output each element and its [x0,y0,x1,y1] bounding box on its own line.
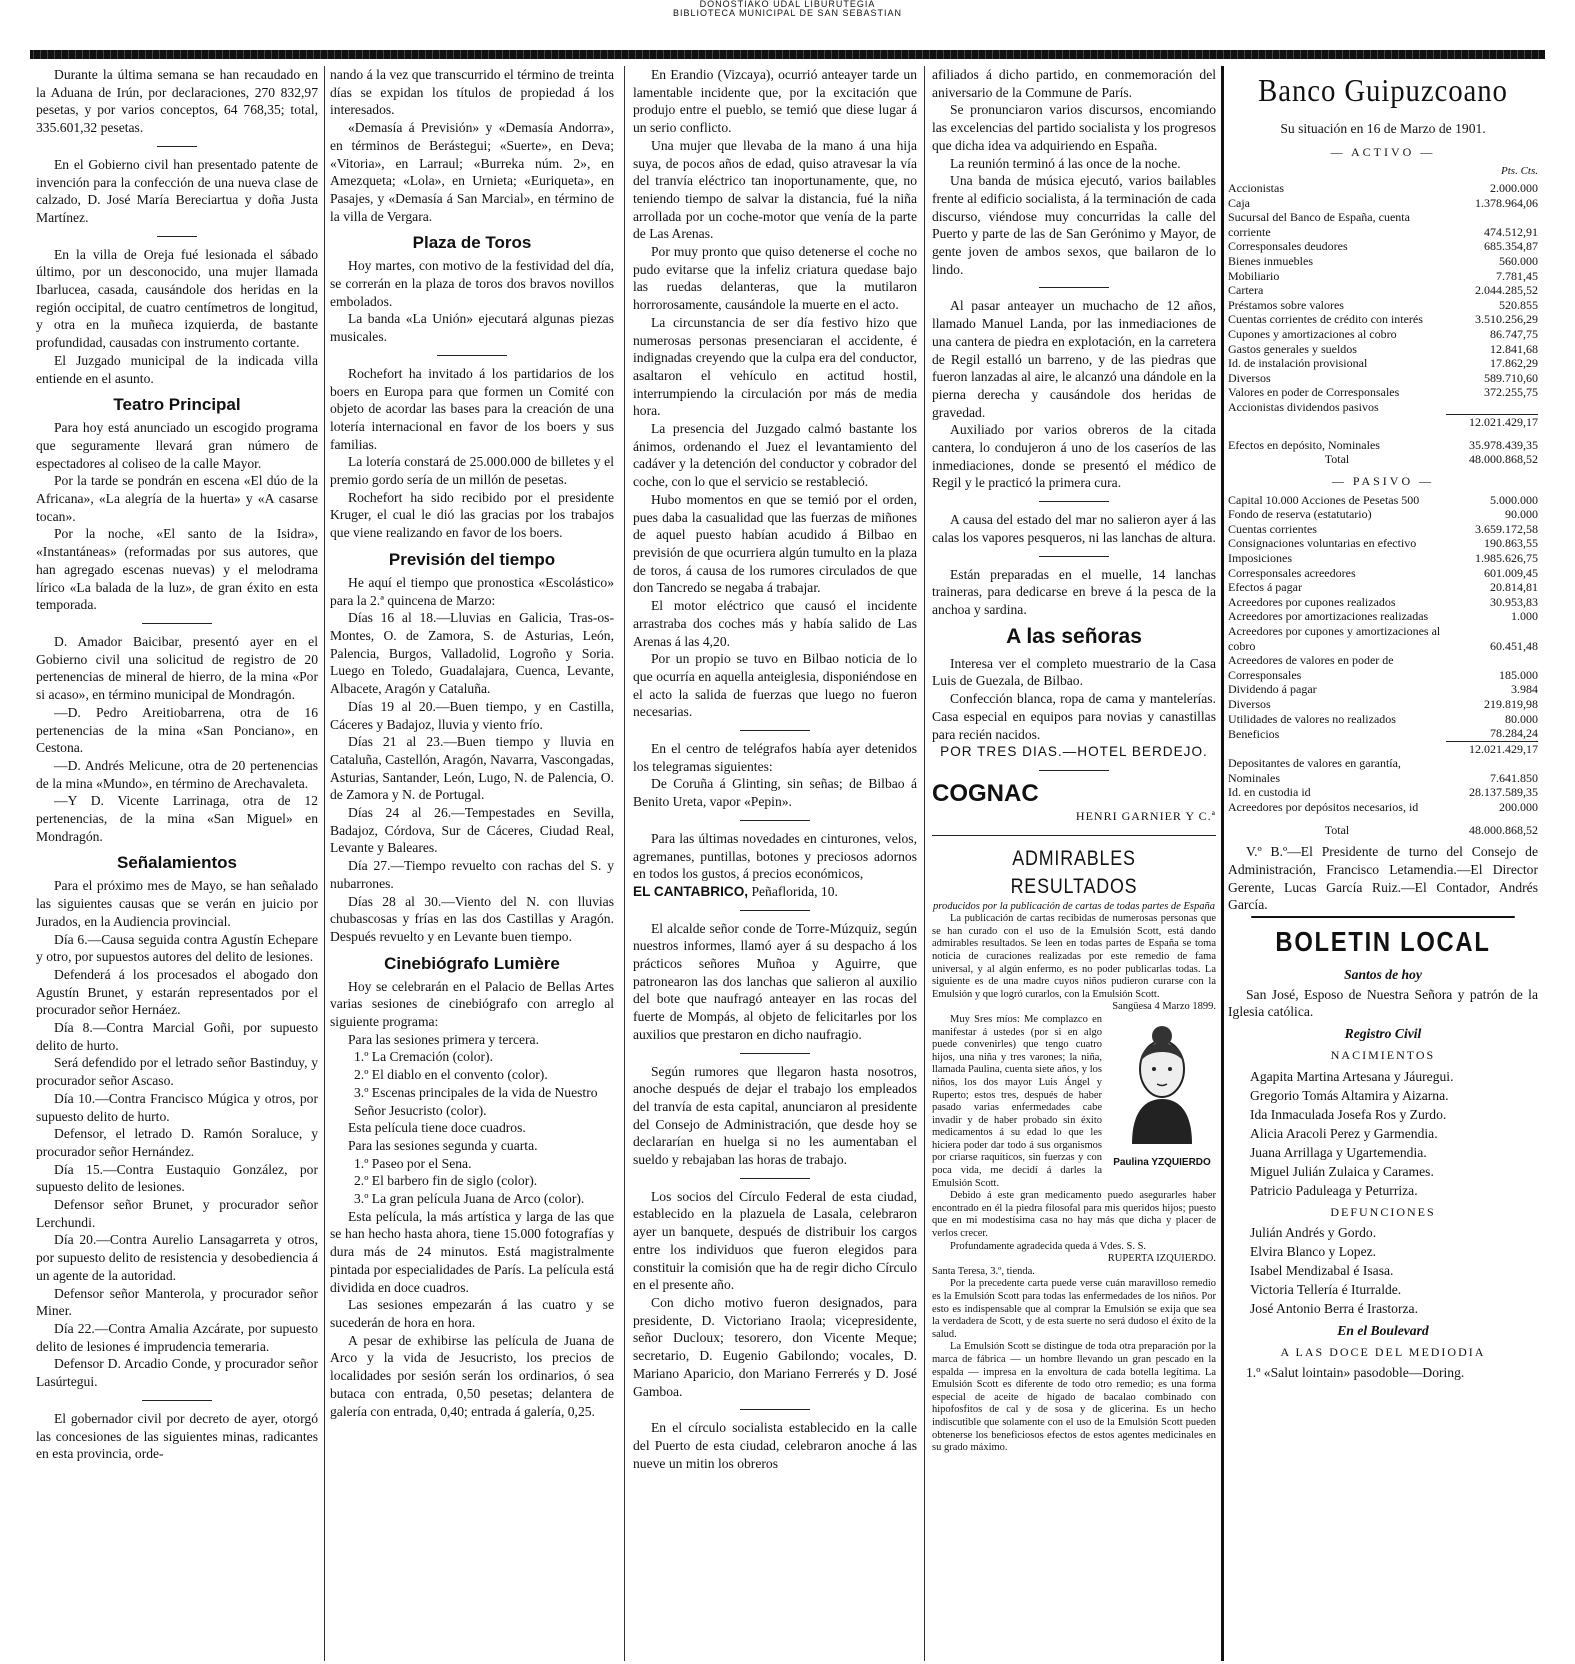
rochefort-p3: Rochefort ha sido recibido por el presidente Kruger, el cual le dió las gracias por los trabajos que viene realizando en favor de los boers. [330,489,614,541]
pasivo-total-value: 48.000.868,52 [1469,822,1538,837]
activo-label: Gastos generales y sueldos [1228,341,1357,356]
masthead-line2: BIBLIOTECA MUNICIPAL DE SAN SEBASTIAN [672,8,903,18]
activo-label: Accionistas [1228,181,1284,196]
pasivo-row [1228,624,1538,653]
article-oreja: En la villa de Oreja fué lesionada el sábado último, por un desconocido, una mujer llamada Ibarlucea, casada, causándole dos heridas en la región occipital, de cuatro centímetros de longitud, y otra en la muñeca izquierda, de bastante profundidad, causadas con instrumento cortante. [36,246,318,351]
boletin-title: BOLETIN LOCAL [1251,916,1515,962]
senal-p4: Día 8.—Contra Marcial Goñi, por supuesto delito de hurto. [36,1020,318,1053]
program-list-1 [330,1048,614,1119]
senoras-p1: Interesa ver el completo muestrario de la Casa Luis de Guezala, de Bilbao. [932,655,1216,689]
toros-p2: La banda «La Unión» ejecutará algunas piezas musicales. [330,311,614,345]
separator [437,355,507,356]
activo-row [1228,327,1538,342]
activo-label: Valores en poder de Corresponsales [1228,385,1400,400]
mediodia-heading: A LAS DOCE DEL MEDIODIA [1280,1344,1486,1359]
senal-p3: Defenderá á los procesados el abogado don Agustín Brunet, y estarán representados por el procurador señor Hernáez. [36,966,318,1018]
emulsion-ad-title: ADMIRABLES RESULTADOS [1010,846,1138,898]
emulsion-ad-address: Santa Teresa, 3.º, tienda. [932,1265,1035,1277]
alcalde-p1: El alcalde señor conde de Torre-Múzquiz, según nuestros informes, llamó ayer á su despacho á los prácticos señores Muñoa y Aguirre, que patronearon las dos lanchas que salieron al auxilio del bote que naufragó anteayer en las rocas del fuerte de Mompás, al objeto de felicitarles por los auxilios que prestaron en dicho naufragio. [633,920,917,1042]
telegrafos-p2: De Coruña á Glinting, sin señas; de Bilbao á Benito Ureta, vapor «Pepin». [633,776,917,810]
pasivo-row [1228,522,1538,537]
erandio-p7: El motor eléctrico que causó el incidente arrastraba dos coches más y había salido de Las Arenas á las 4,20. [633,598,917,649]
activo-row [1228,371,1538,386]
nacimiento-item: Patricio Paduleaga y Peturriza. [1250,1182,1418,1198]
emulsion-ad-p3: Debido á este gran medicamento puedo asegurarles haber encontrado en él la piedra filosofal para mis queridos hijos; puesto que en mi modestísima casa no hay más que dicha y placer de verlos crecer. [932,1190,1216,1240]
defunciones-list [1228,1223,1538,1318]
tranvia-p1: Según rumores que llegaron hasta nosotros, anoche después de dejar el trabajo los empleados del tranvía de esta capital, anunciaron al presidente del Consejo de Administración, que desde hoy se declararían en huelga si no les aumentaban el sueldo y rebajaban las horas de trabajo. [633,1063,917,1168]
activo-heading: — ACTIVO — [1330,144,1436,159]
pasivo-row [1228,712,1538,727]
activo-label: Corresponsales deudores [1228,239,1348,254]
pasivo-value: 219.819,98 [1484,696,1538,711]
teatro-p3: Por la noche, «El santo de la Isidra», «Instantáneas» (reformadas por sus autores, que han agregado escenas nuevas) y el melodrama lírico «La balada de la luz», de gran éxito en esta temporada. [36,526,318,613]
minas-p3: —D. Andrés Melicune, otra de 20 pertenencias de la mina «Mundo», en término de Arechavaleta. [36,757,318,791]
senoras-p2: Confección blanca, ropa de cama y mantelerías. Casa especial en equipos para novias y canastillas para recién nacidos. [932,691,1216,742]
activo-table [1228,181,1538,467]
barreno-p2: Auxiliado por varios obreros de la citada cantera, lo condujeron á uno de los caseríos de las inmediaciones, donde se presentó el médico de Regil y le practicó la primera cura. [932,422,1216,491]
minas-p2: —D. Pedro Areitiobarrena, otra de 16 pertenencias de la mina «San Ponciano», en Cestona. [36,704,318,756]
pasivo-extra-value: 7.641.850 [1490,770,1538,785]
pasivo-extra-value: 28.137.589,35 [1469,785,1538,800]
pasivo-row [1228,580,1538,595]
column-rule [324,66,325,1661]
program-item: 2.º El barbero fin de siglo (color). [354,1173,538,1189]
activo-row [1228,239,1538,254]
nacimiento-item: Gregorio Tomás Altamira y Aizarna. [1250,1087,1449,1103]
tiempo-p3: Días 19 al 20.—Buen tiempo, y en Castilla, Cáceres y Badajoz, lluvia y viento frío. [330,698,614,732]
erandio-p8: Por un propio se tuvo en Bilbao noticia de lo que ocurría en aquella anteiglesia, disponiéndose en el acto la salida de fuerzas que luego no fueron necesarias. [633,651,917,720]
activo-value: 372.255,75 [1484,385,1538,400]
activo-row [1228,400,1538,415]
barreno-p1: Al pasar anteayer un muchacho de 12 años, llamado Manuel Landa, por las inmediaciones de una cantera de piedra en explotación, en la carretera de Regil estalló un barreno, y de las piedras que fueron lanzadas al aire, le alcanzó una dándole en la pierna derecha y causándole dos heridas de gravedad. [932,298,1216,420]
program-item: 2.º El diablo en el convento (color). [354,1067,548,1083]
separator [740,730,810,731]
senal-p8: Día 15.—Contra Eustaquio González, por supuesto delito de lesiones. [36,1161,318,1195]
pasivo-row [1228,507,1538,522]
portrait-caption: Paulina YZQUIERDO [1113,1156,1211,1168]
activo-row [1228,342,1538,357]
activo-value: 2.044.285,52 [1475,283,1538,298]
emulsion-ad-letter [932,1014,1216,1190]
separator [142,1400,212,1401]
activo-label: Cuentas corrientes de crédito con interés [1228,312,1423,327]
activo-label: Cupones y amortizaciones al cobro [1228,327,1397,342]
pasivo-row [1228,536,1538,551]
telegrafos-p1: En el centro de telégrafos había ayer detenidos los telegramas siguientes: [633,741,917,774]
pasivo-label: Beneficios [1228,726,1280,741]
defuncion-item: Victoria Tellería é Iturralde. [1250,1282,1402,1298]
tiempo-p4: Días 21 al 23.—Buen tiempo y lluvia en Cataluña, Castellón, Aragón, Navarra, Vascongadas, Asturias, Santander, León, Lugo, N. de Palencia, O. de Zamora y N. de Portugal. [330,734,614,803]
pasivo-value: 190.863,55 [1484,536,1538,551]
erandio-p4: La circunstancia de ser día festivo hizo que numerosas personas presenciaran el accidente, é indignadas creyendo que la culpa era del conductor, asaltaron el vehículo en actitud hostil, interrumpiendo la circulación por más de media hora. [633,314,917,419]
activo-row [1228,283,1538,298]
activo-value: 589.710,60 [1484,370,1538,385]
activo-label: Id. de instalación provisional [1228,356,1368,371]
defuncion-item: Julián Andrés y Gordo. [1250,1225,1377,1241]
erandio-p5: La presencia del Juzgado calmó bastante los ánimos, ordenando el Juez el levantamiento del cadáver y la detención del conductor y cobrador del coche, con lo que el servicio se restableció. [633,421,917,490]
pasivo-row [1228,653,1538,682]
senal-p9: Defensor señor Brunet, y procurador señor Lerchundi. [36,1197,318,1230]
pasivo-extra-label: Id. en custodia id [1228,785,1311,800]
activo-subtotal: 12.021.429,17 [1446,415,1538,430]
activo-value: 7.781,45 [1496,268,1538,283]
pasivo-value: 80.000 [1505,711,1538,726]
activo-label: Diversos [1228,370,1271,385]
pasivo-total-label: Total [1324,822,1350,837]
santos-heading: Santos de hoy [1344,967,1422,983]
activo-value: 520.855 [1499,297,1538,312]
pasivo-row [1228,566,1538,581]
senal-p12: Día 22.—Contra Amalia Azcárate, por supuesto delito de lesiones é imprudencia temeraria. [36,1321,318,1354]
cantabrico-ad-line [633,883,917,901]
rochefort-p1: Rochefort ha invitado á los partidarios de los boers en Europa para que formen un Comité con objeto de acordar las bases para la creación de una lotería internacional en favor de los boers y sus familias. [330,365,614,452]
pasivo-value: 20.814,81 [1490,580,1538,595]
teatro-p2: Por la tarde se pondrán en escena «El dúo de la Africana», «La alegría de la huerta» y «A casarse tocan». [36,473,318,524]
senal-p5: Será defendido por el letrado señor Bastinduy, y procurador señor Ascaso. [36,1055,318,1089]
emulsion-ad-date: Sangüesa 4 Marzo 1899. [1112,1001,1216,1013]
pasivo-label: Capital 10.000 Acciones de Pesetas 500 [1228,492,1420,507]
nacimientos-list [1228,1067,1538,1200]
teatro-p1: Para hoy está anunciado un escogido programa que seguramente llevará gran número de espectadores al coliseo de la calle Mayor. [36,420,318,471]
activo-value: 474.512,91 [1484,224,1538,239]
activo-label: Bienes inmuebles [1228,254,1313,269]
emulsion-ad-p4: Profundamente agradecida queda á Vdes. S. S. [950,1240,1147,1252]
senal-p6: Día 10.—Contra Francisco Múgica y otros, por supuesto delito de hurto. [36,1090,318,1124]
separator [740,1409,810,1410]
erandio-p3: Por muy pronto que quiso detenerse el coche no pudo evitarse que la infeliz criatura quedase bajo las ruedas delanteras, que la mutilaron horrorosamente, causándole la muerte en el acto. [633,244,917,313]
activo-label: Mobiliario [1228,268,1280,283]
socialista-cont-p3: La reunión terminó á las once de la noche. [950,155,1181,171]
activo-total-label: Total [1324,452,1350,467]
pasivo-row [1228,595,1538,610]
efectos-label: Efectos en depósito, Nominales [1228,437,1380,452]
defuncion-item: José Antonio Berra é Irastorza. [1250,1301,1418,1317]
federal-p1: Los socios del Círculo Federal de esta ciudad, establecido en la plazuela de Lasala, celebraron ayer un banquete, después de distribuir los cargos entre los individuos que fueron elegidos para constituir la comisión que ha de regir dicho Círculo en el presente año. [633,1188,917,1293]
minas-cont-p1: nando á la vez que transcurrido el término de treinta días se expidan los títulos de propiedad á los interesados. [330,67,614,118]
separator [1039,770,1109,771]
nacimiento-item: Miguel Julián Zulaica y Carames. [1250,1163,1434,1179]
pasivo-label: Consignaciones voluntarias en efectivo [1228,536,1417,551]
activo-value [1446,400,1538,415]
cantabrico-ad-text: Para las últimas novedades en cinturones, velos, agremanes, puntillas, botones y preciosos adornos en todos los gustos, á precios económicos, [633,830,917,882]
pasivo-label: Dividendo á pagar [1228,682,1317,697]
emulsion-ad-p5: Por la precedente carta puede verse cuán maravilloso remedio es la Emulsión Scott para todas las enfermedades de los niños. Por esto es indispensable que al comprar la Emulsión se exija que sea la verdadera de Scott, y de esta suerte no será dudoso el éxito de la salud. [932,1278,1216,1340]
activo-value: 12.841,68 [1490,341,1538,356]
hotel-line: POR TRES DIAS.—HOTEL BERDEJO. [940,744,1208,760]
boulevard-heading: En el Boulevard [1337,1323,1429,1339]
activo-row [1228,269,1538,284]
cine-p7: A pesar de exhibirse las película de Juana de Arco y la vida de Jesucristo, los precios de localidades por sesión serán los ordinarios, ó sea butaca con entrada, 0,50 pesetas; delantera de galería con entrada, 0,40; entrada á galería, 0,25. [330,1332,614,1419]
pasivo-label: Corresponsales acreedores [1228,565,1356,580]
pasivo-value: 3.984 [1511,682,1538,697]
cantabrico-name: EL CANTABRICO, [633,883,749,899]
tiempo-p1: He aquí el tiempo que pronostica «Escolástico» para la 2.ª quincena de Marzo: [330,574,614,608]
activo-row [1228,196,1538,211]
cognac-title: COGNAC [932,779,1039,807]
pasivo-extra-label: Acreedores por depósitos necesarios, id [1228,800,1419,815]
socialista-p1: En el círculo socialista establecido en la calle del Puerto de esta ciudad, celebraron anoche á las nueve un mitin los obreros [633,1420,917,1471]
section-title-cinebiografo: Cinebiógrafo Lumière [384,953,560,973]
pasivo-extra-row [1228,785,1538,800]
section-title-prevision: Previsión del tiempo [388,549,556,569]
separator [1039,287,1109,288]
socialista-cont-p1: afiliados á dicho partido, en conmemoración del aniversario de la Commune de París. [932,67,1216,100]
minas-cont-p2: «Demasía á Previsión» y «Demasía Andorra», en términos de Berástegui; «Suerte», en Deva; «Vitoria», en Larraul; «Burreka núm. 2», en Amezqueta; «Lola», en Urnieta; «Euriqueta», en Pasajes, y «Demasía á San Marcial», en término de la villa de Vergara. [330,120,614,224]
boulevard-item: 1.º «Salut lointain» pasodoble—Doring. [1246,1364,1465,1380]
activo-row [1228,385,1538,400]
tiempo-p5: Días 24 al 26.—Tempestades en Sevilla, Badajoz, Córdova, Sur de Cáceres, Ciudad Real, Levante y Baleares. [330,805,614,856]
separator [740,1053,810,1054]
activo-row [1228,254,1538,269]
column-3 [633,66,917,1661]
section-title-toros: Plaza de Toros [412,233,532,253]
banco-situacion: Su situación en 16 de Marzo de 1901. [1280,121,1486,136]
article-patente: En el Gobierno civil han presentado patente de invención para la confección de una nueva clase de calzado, D. José María Bereciartua y doña Justa Martínez. [36,156,318,225]
pasivo-subtotal: 12.021.429,17 [1446,741,1538,756]
column-2 [330,66,614,1661]
pasivo-row [1228,551,1538,566]
separator [932,835,1216,836]
section-title-senalamientos: Señalamientos [117,853,237,873]
separator [142,623,212,624]
defunciones-heading: DEFUNCIONES [1330,1204,1436,1219]
pasivo-value: 90.000 [1505,507,1538,522]
cine-p1: Hoy se celebrarán en el Palacio de Bellas Artes varias sesiones de cinebiógrafo con arreglo al siguiente programa: [330,978,614,1030]
pasivo-label: Efectos á pagar [1228,580,1302,595]
cine-p6: Las sesiones empezarán á las cuatro y se sucederán de hora en hora. [330,1297,614,1330]
banco-title: Banco Guipuzcoano [1258,72,1508,108]
activo-row [1228,356,1538,371]
portrait-illustration-icon [1112,1014,1212,1154]
registro-heading: Registro Civil [1344,1026,1422,1042]
pasivo-table [1228,493,1538,838]
article-aduana: Durante la última semana se han recaudado en la Aduana de Irún, por declaraciones, 270 832,97 pesetas, y por varios conceptos, 64 768,35; total, 335.601,32 pesetas. [36,67,318,136]
column-1 [36,66,318,1661]
efectos-value: 35.978.439,35 [1469,437,1538,452]
activo-label: Préstamos sobre valores [1228,297,1344,312]
emulsion-ad-p6: La Emulsión Scott se distingue de toda otra preparación por la marca de fábrica — un hombre llevando un gran pescado en la espalda — impresa en la envoltura de cada botella legítima. La Emulsión Scott es diferente de todo otro remedio; es una forma especial de aceite de hígado de bacalao combinado con hipofosfitos de cal y de sosa y de glicerina. Es un hecho indiscutible que solamente con el uso de la Emulsión Scott pueden obtenerse los beneficiosos efectos de estos agentes medicinales en su grado máximo. [932,1341,1216,1454]
column-rule [624,66,625,1661]
senal-p1: Para el próximo mes de Mayo, se han señalado las siguientes causas que se verán en juicio por Jurados, en la Audiencia provincial. [36,878,318,929]
activo-value: 3.510.256,29 [1475,312,1538,327]
activo-row [1228,298,1538,313]
activo-label: Cartera [1228,283,1264,298]
activo-label: Sucursal del Banco de España, cuenta corriente [1228,210,1410,239]
tiempo-p7: Días 28 al 30.—Viento del N. con lluvias chubascosas y frías en las dos Castillas y Aragón. Después revuelto y en Levante buen tiempo. [330,893,614,944]
top-rule [30,50,1545,59]
pasivo-label: Acreedores por cupones realizados [1228,594,1396,609]
tiempo-p2: Días 16 al 18.—Lluvias en Galicia, Tras-os-Montes, O. de Zamora, S. de Asturias, León, Palencia, Burgos, Valladolid, Logroño y Soria. Luego en Toledo, Guadalajara, Cuenca, Levante, Albacete, Aragón y Cataluña. [330,610,614,697]
pasivo-label: Fondo de reserva (estatutario) [1228,507,1372,522]
separator [1039,556,1109,557]
cine-p3: Esta película tiene doce cuadros. [348,1120,526,1136]
cine-p5: Esta película, la más artística y larga de las que se han hecho hasta ahora, tiene 15.000 fotografías y dura más de 24 minutos. Está magistralmente pintada por especialidades de París. La película está dividida en doce cuadros. [330,1208,614,1295]
program-item: 3.º La gran película Juana de Arco (color). [354,1191,585,1207]
nacimientos-heading: NACIMIENTOS [1330,1047,1436,1062]
senal-p11: Defensor señor Manterola, y procurador señor Miner. [36,1285,318,1319]
santos-text: San José, Esposo de Nuestra Señora y patrón de la Iglesia católica. [1228,986,1538,1020]
pasivo-label: Imposiciones [1228,550,1292,565]
column-rule-heavy [1221,66,1224,1661]
defuncion-item: Elvira Blanco y Lopez. [1250,1244,1377,1260]
ad-title-senoras: A las señoras [1006,624,1142,648]
activo-value: 86.747,75 [1490,327,1538,342]
nacimiento-item: Agapita Martina Artesana y Jáuregui. [1250,1068,1454,1084]
rochefort-p2: La lotería constará de 25.000.000 de billetes y el premio gordo sería de un millón de pesetas. [330,454,614,488]
socialista-cont-p2: Se pronunciaron varios discursos, encomiando las excelencias del partido socialista y los progresos que dicha idea va adquiriendo en España. [932,102,1216,153]
banco-firma: V.º B.º—El Presidente de turno del Consejo de Administración, Francisco Letamendia.—El Director Gerente, Lucas García Ruiz.—El Contador, Andrés García. [1228,844,1538,913]
cine-p4: Para las sesiones segunda y cuarta. [348,1137,538,1153]
pasivo-extra-row [1228,756,1538,785]
pasivo-label: Acreedores por amortizaciones realizadas [1228,609,1429,624]
emulsion-ad-p2: Muy Sres míos: Me complazco en manifestar á ustedes (por si en algo puede convenirles) que tengo cuatro hijos, una niña y tres varones; la niña, llamada Paulina, cuenta siete años, y los niños, los dos mayor Luis Ángel y Ruperto; estos tres, después de haber pasado varias enfermedades cabe invadir y de haber probado sin éxito medicamentos á su edad lo que les hiciera poder dar todo á sus organismos por criarse raquíticos, sin fuerzas y con poca vida, me decidí á darles la Emulsión Scott. [932,1013,1102,1189]
pasivo-row [1228,697,1538,712]
column-rule [924,66,925,1661]
separator [740,820,810,821]
column-5 [1228,66,1538,1661]
nacimiento-item: Ida Inmaculada Josefa Ros y Zurdo. [1250,1106,1447,1122]
pasivo-extra-value: 200.000 [1499,800,1538,815]
masthead [0,0,1575,18]
column-4 [932,66,1216,1661]
activo-label: Caja [1228,195,1250,210]
separator [157,236,197,237]
senal-p13: Defensor D. Arcadio Conde, y procurador señor Lasúrtegui. [36,1356,318,1390]
pts-heading: Pts. Cts. [1501,165,1538,178]
portrait [1108,1014,1216,1190]
separator [740,910,810,911]
separator [157,146,197,147]
program-item: 3.º Escenas principales de la vida de Nuestro Señor Jesucristo (color). [354,1084,598,1118]
mar-p1: A causa del estado del mar no salieron ayer á las calas los vapores pesqueros, ni las lanchas de altura. [932,512,1216,545]
minas-p4: —Y D. Vicente Larrinaga, otra de 12 pertenencias, de la mina «San Miguel» en Mondragón. [36,793,318,844]
senal-p10: Día 20.—Contra Aurelio Lansagarreta y otros, por supuesto delito de resistencia y desobediencia á un agente de la autoridad. [36,1232,318,1283]
activo-row [1228,312,1538,327]
tiempo-p6: Día 27.—Tiempo revuelto con rachas del S. y nubarrones. [330,858,614,891]
pasivo-value: 78.284,24 [1490,726,1538,741]
pasivo-row [1228,726,1538,741]
pasivo-heading: — PASIVO — [1331,473,1435,488]
federal-p2: Con dicho motivo fueron designados, para presidente, D. Victoriano Iraola; vicepresidente, señor Ducloux; tesorero, don Vicente Meque; secretario, D. Eugenio Gabilondo; vocales, D. Mariano Aparicio, don Mariano Ferrerés y D. José Gamboa. [633,1295,917,1399]
pasivo-value: 1.985.626,75 [1475,550,1538,565]
pasivo-row [1228,493,1538,508]
pasivo-row [1228,609,1538,624]
emulsion-ad-p1: La publicación de cartas recibidas de numerosas personas que se han curado con el uso de la Emulsión Scott, está dando admirables resultados. Se leen en todas partes de España se toma noticia de curaciones realizadas por este remedio de fama universal, y al algún enfermo, es no poder publicarlas todas. La siguiente es de una madre cuyos niños pudieron curarse con la Emulsión y que logró curarlos, con la Emulsión Scott. [932,913,1216,1000]
pasivo-extra-row [1228,800,1538,815]
pasivo-value: 601.009,45 [1484,565,1538,580]
activo-value: 1.378.964,06 [1475,195,1538,210]
socialista-cont-p4: Una banda de música ejecutó, varios bailables frente al edificio socialista, á la terminación de cada discurso, viéndose muy concurridas la calle del Puerto y parte de las de San Gerónimo y Mayor, de gente joven de ambos sexos, que bailaron de lo lindo. [932,173,1216,277]
pasivo-extra-label: Depositantes de valores en garantía, Nominales [1228,756,1401,785]
activo-total-value: 48.000.868,52 [1469,452,1538,467]
pasivo-value: 1.000 [1511,609,1538,624]
program-item: 1.º La Cremación (color). [354,1049,493,1065]
cantabrico-address: Peñaflorida, 10. [751,883,838,899]
defuncion-item: Isabel Mendizabal é Isasa. [1250,1263,1394,1279]
activo-value: 17.862,29 [1490,356,1538,371]
separator [740,1178,810,1179]
pasivo-label: Cuentas corrientes [1228,521,1317,536]
senal-p7: Defensor, el letrado D. Ramón Soraluce, y procurador señor Hernández. [36,1126,318,1159]
erandio-p6: Hubo momentos en que se temió por el orden, pues daba la casualidad que las fuerzas de miñones de aquel puesto habían acudido á Bilbao en previsión de que ocurriera algún tumulto en la plaza de toros, á causa de los rumores circulados de que don Tancredo se negaba á trabajar. [633,491,917,596]
pasivo-value: 3.659.172,58 [1475,521,1538,536]
activo-row [1228,210,1538,239]
activo-value: 685.354,87 [1484,239,1538,254]
activo-value: 560.000 [1499,254,1538,269]
traineras-p1: Están preparadas en el muelle, 14 lanchas traineras, para dedicarse en breve á la pesca de la anchoa y sardina. [932,566,1216,617]
pasivo-label: Acreedores de valores en poder de Corresponsales [1228,653,1394,682]
pasivo-label: Diversos [1228,696,1271,711]
pasivo-value: 60.451,48 [1490,638,1538,653]
program-list-2 [330,1155,614,1208]
gobernador-p1: El gobernador civil por decreto de ayer, otorgó las concesiones de las siguientes minas, radicantes en esta provincia, orde- [36,1410,318,1462]
pasivo-label: Acreedores por cupones y amortizaciones al cobro [1228,623,1441,653]
senal-p2: Día 6.—Causa seguida contra Agustín Echepare y otro, por supuestos autores del delito de lesiones. [36,931,318,965]
minas-p1: D. Amador Baicibar, presentó ayer en el Gobierno civil una solicitud de registro de 20 pertenencias de mineral de hierro, de la mina «Por si acaso», en término municipal de Mondragón. [36,633,318,703]
pasivo-label: Utilidades de valores no realizados [1228,711,1396,726]
activo-row [1228,181,1538,196]
pasivo-value: 5.000.000 [1490,492,1538,507]
pasivo-value: 30.953,83 [1490,594,1538,609]
emulsion-ad-signature: RUPERTA IZQUIERDO. [1107,1253,1216,1265]
nacimiento-item: Alicia Aracoli Perez y Garmendia. [1250,1125,1438,1141]
cine-p2: Para las sesiones primera y tercera. [348,1031,539,1047]
emulsion-ad-subtitle: producidos por la publicación de cartas de todas partes de España [933,900,1215,912]
pasivo-value: 185.000 [1499,667,1538,682]
erandio-p1: En Erandio (Vizcaya), ocurrió anteayer tarde un lamentable incidente que, por la excitación que produjo entre el pueblo, se temió que diese lugar á un serio conflicto. [633,67,917,136]
masthead-line1: DONOSTIAKO UDAL LIBURUTEGIA [699,0,876,9]
toros-p1: Hoy martes, con motivo de la festividad del día, se correrán en la plaza de toros dos bravos novillos embolados. [330,258,614,309]
program-item: 1.º Paseo por el Sena. [354,1155,472,1171]
erandio-p2: Una mujer que llevaba de la mano á una hija suya, de pocos años de edad, quiso atravesar la vía del tranvía eléctrico tan inoportunamente, que, no teniendo tiempo de salvar la distancia, fué la niña arrollada por un coche-motor que venía de la parte de Las Arenas. [633,137,917,242]
nacimiento-item: Juana Arrillaga y Ugartemendia. [1250,1144,1427,1160]
section-title-teatro: Teatro Principal [113,395,241,415]
activo-label: Accionistas dividendos pasivos [1228,400,1379,415]
article-oreja-2: El Juzgado municipal de la indicada villa entiende en el asunto. [36,352,318,386]
cognac-brand: HENRI GARNIER Y C.ª [1075,808,1216,823]
pasivo-row [1228,682,1538,697]
separator [1039,501,1109,502]
activo-value: 2.000.000 [1490,181,1538,196]
